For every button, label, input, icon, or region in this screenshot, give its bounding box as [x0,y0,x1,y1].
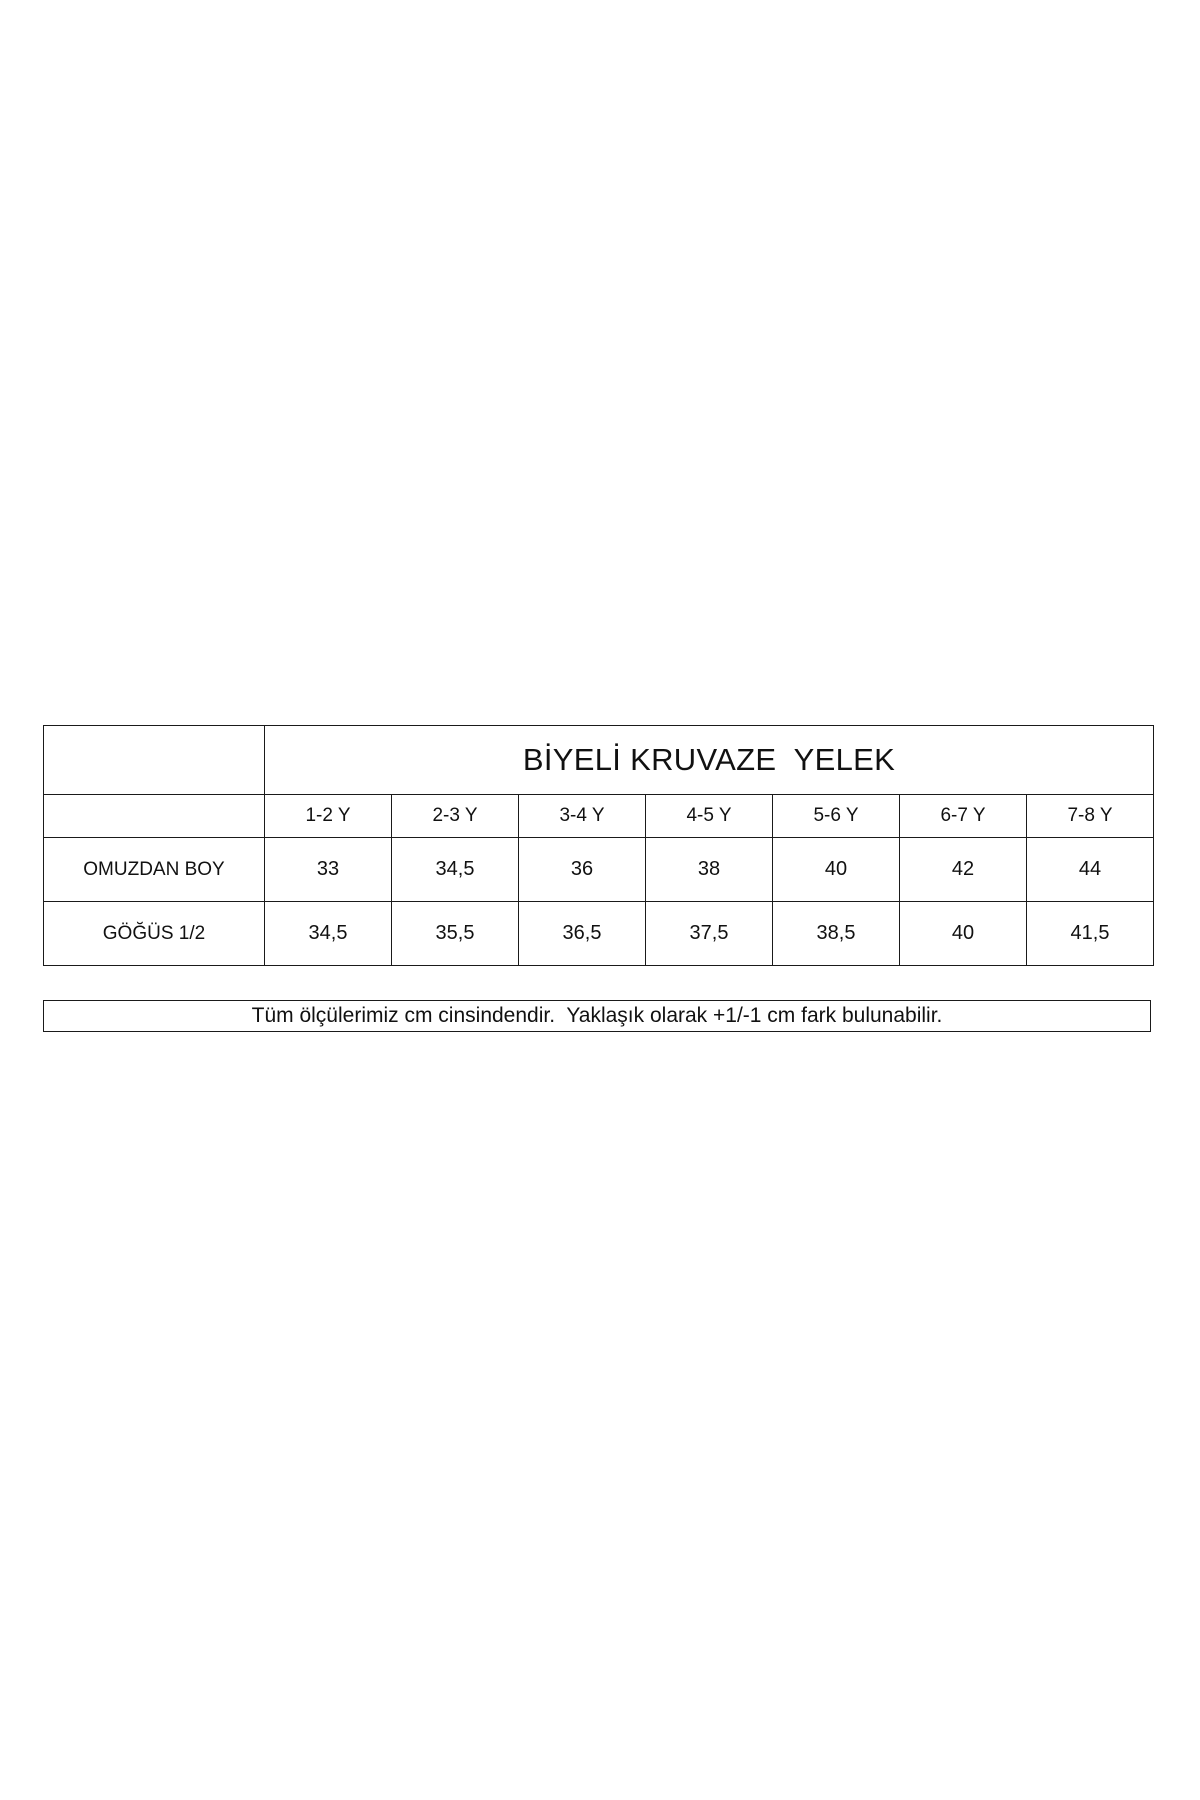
size-header-cell: 6-7 Y [900,795,1027,838]
size-header-cell: 1-2 Y [265,795,392,838]
title-row [44,726,1154,795]
size-header-cell: 5-6 Y [773,795,900,838]
table-cell: 40 [773,838,900,902]
size-header-cell: 2-3 Y [392,795,519,838]
table-cell: 37,5 [646,902,773,966]
table-cell: 33 [265,838,392,902]
table-title-cell [265,726,1154,795]
table-cell: 34,5 [265,902,392,966]
corner-cell [44,726,265,795]
size-chart-table [43,725,1154,966]
table-row [44,902,1154,966]
measurement-note [43,1000,1151,1032]
table-cell: 34,5 [392,838,519,902]
size-header-cell: 7-8 Y [1027,795,1154,838]
size-header-cell: 4-5 Y [646,795,773,838]
size-header-row [44,795,1154,838]
table-cell: 44 [1027,838,1154,902]
table-row [44,838,1154,902]
table-cell: 38,5 [773,902,900,966]
table-cell: 36,5 [519,902,646,966]
table-cell: 38 [646,838,773,902]
measurement-note-text: Tüm ölçülerimiz cm cinsindendir. Yaklaşık olarak +1/-1 cm fark bulunabilir. [251,1004,943,1027]
row-label: GÖĞÜS 1/2 [44,902,265,966]
table-cell: 35,5 [392,902,519,966]
size-header-cell: 3-4 Y [519,795,646,838]
table-title: BİYELİ KRUVAZE YELEK [522,742,896,777]
row-label: OMUZDAN BOY [44,838,265,902]
size-header-empty-cell [44,795,265,838]
table-cell: 42 [900,838,1027,902]
table-cell: 41,5 [1027,902,1154,966]
table-cell: 40 [900,902,1027,966]
table-cell: 36 [519,838,646,902]
